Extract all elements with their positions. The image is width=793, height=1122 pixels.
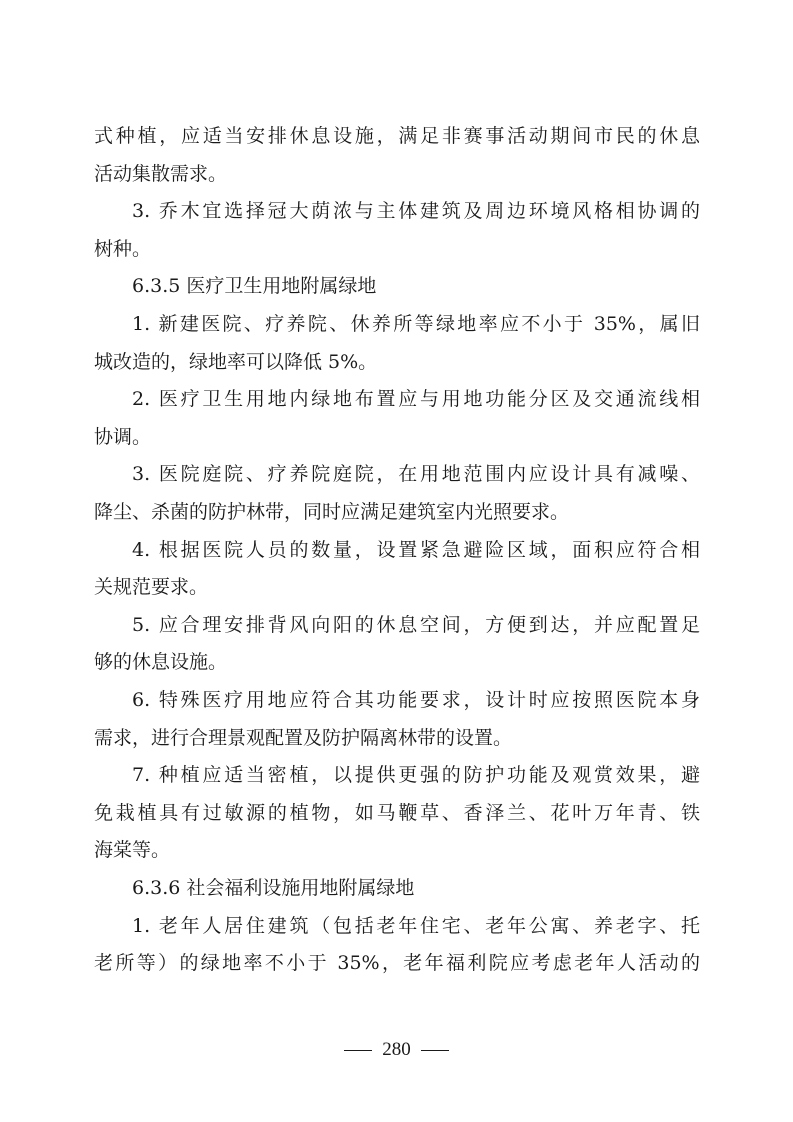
text-line: 2. 医疗卫生用地内绿地布置应与用地功能分区及交通流线相 — [132, 388, 700, 411]
text-line: 需求，进行合理景观配置及防护隔离林带的设置。 — [94, 726, 513, 749]
text-line: 3. 乔木宜选择冠大荫浓与主体建筑及周边环境风格相协调的 — [132, 200, 700, 223]
text-line: 式种植，应适当安排休息设施，满足非赛事活动期间市民的休息 — [94, 125, 700, 147]
footer-dash-right — [421, 1050, 449, 1051]
text-line: 老所等）的绿地率不小于 35%，老年福利院应考虑老年人活动的 — [94, 952, 700, 975]
text-line: 活动集散需求。 — [94, 162, 228, 185]
text-line: 海棠等。 — [94, 839, 171, 862]
page-number: 280 — [382, 1039, 411, 1060]
text-line: 6.3.5 医疗卫生用地附属绿地 — [132, 275, 377, 298]
text-line: 够的休息设施。 — [94, 651, 228, 674]
text-line: 1. 新建医院、疗养院、休养所等绿地率应不小于 35%，属旧 — [132, 313, 700, 335]
text-line: 降尘、杀菌的防护林带，同时应满足建筑室内光照要求。 — [94, 501, 570, 523]
text-line: 3. 医院庭院、疗养院庭院，在用地范围内应设计具有减噪、 — [132, 463, 700, 486]
text-line: 树种。 — [94, 237, 152, 260]
text-line: 城改造的，绿地率可以降低 5%。 — [94, 350, 378, 373]
text-line: 协调。 — [94, 425, 152, 448]
text-line: 关规范要求。 — [94, 576, 209, 599]
text-line: 免栽植具有过敏源的植物，如马鞭草、香泽兰、花叶万年青、铁 — [94, 801, 700, 824]
page-footer — [0, 1037, 793, 1063]
footer-dash-left — [344, 1050, 372, 1051]
text-line: 6.3.6 社会福利设施用地附属绿地 — [132, 877, 415, 899]
text-line: 7. 种植应适当密植，以提供更强的防护功能及观赏效果，避 — [132, 764, 700, 787]
text-line: 4. 根据医院人员的数量，设置紧急避险区域，面积应符合相 — [132, 538, 700, 561]
text-line: 5. 应合理安排背风向阳的休息空间，方便到达，并应配置足 — [132, 613, 700, 636]
text-line: 6. 特殊医疗用地应符合其功能要求，设计时应按照医院本身 — [132, 689, 700, 711]
text-line: 1. 老年人居住建筑（包括老年住宅、老年公寓、养老字、托 — [132, 914, 700, 937]
